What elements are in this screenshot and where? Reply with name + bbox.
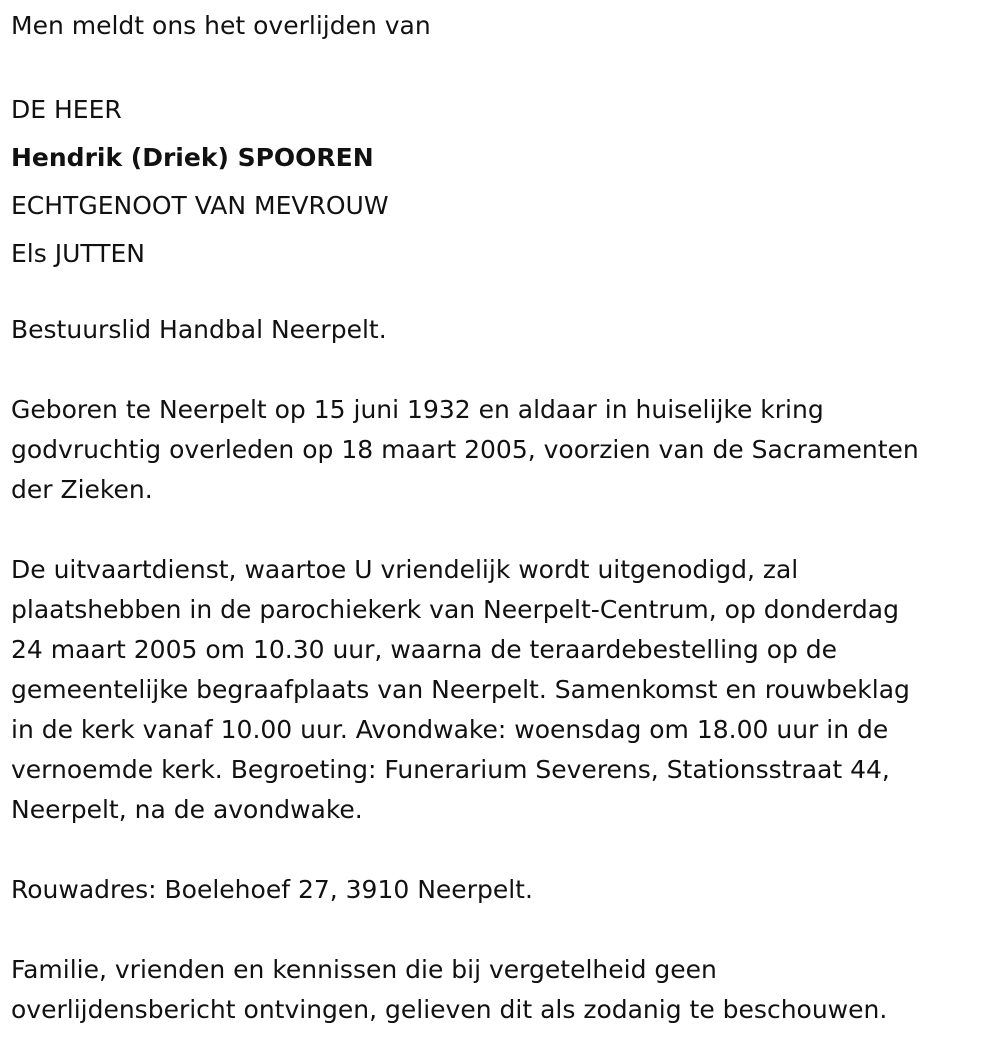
paragraph-line: 24 maart 2005 om 10.30 uur, waarna de teraardebestelling op de — [11, 635, 838, 664]
funeral-paragraph — [11, 550, 910, 830]
paragraph-line: plaatshebben in de parochiekerk van Neerpelt-Centrum, op donderdag — [11, 595, 899, 624]
paragraph-line: De uitvaartdienst, waartoe U vriendelijk wordt uitgenodigd, zal — [11, 555, 799, 584]
role-paragraph — [11, 310, 387, 350]
address-text: Rouwadres: Boelehoef 27, 3910 Neerpelt. — [11, 875, 533, 904]
address-paragraph — [11, 870, 533, 910]
role-text: Bestuurslid Handbal Neerpelt. — [11, 315, 387, 344]
spouse-label: ECHTGENOOT VAN MEVROUW — [11, 191, 389, 220]
paragraph-line: der Zieken. — [11, 475, 153, 504]
spouse-name: Els JUTTEN — [11, 239, 145, 268]
paragraph-line: in de kerk vanaf 10.00 uur. Avondwake: woensdag om 18.00 uur in de — [11, 715, 889, 744]
birth-death-paragraph — [11, 390, 919, 510]
paragraph-line: godvruchtig overleden op 18 maart 2005, voorzien van de Sacramenten — [11, 435, 919, 464]
paragraph-line: Familie, vrienden en kennissen die bij vergetelheid geen — [11, 955, 717, 984]
paragraph-line: overlijdensbericht ontvingen, gelieven dit als zodanig te beschouwen. — [11, 995, 888, 1024]
paragraph-line: gemeentelijke begraafplaats van Neerpelt. Samenkomst en rouwbeklag — [11, 675, 910, 704]
deceased-heading — [11, 86, 389, 278]
title-text: DE HEER — [11, 95, 122, 124]
paragraph-line: Neerpelt, na de avondwake. — [11, 795, 363, 824]
paragraph-line: Geboren te Neerpelt op 15 juni 1932 en aldaar in huiselijke kring — [11, 395, 824, 424]
deceased-name: Hendrik (Driek) SPOOREN — [11, 143, 374, 172]
intro-text: Men meldt ons het overlijden van — [11, 11, 431, 40]
paragraph-line: vernoemde kerk. Begroeting: Funerarium Severens, Stationsstraat 44, — [11, 755, 890, 784]
family-paragraph — [11, 950, 887, 1030]
